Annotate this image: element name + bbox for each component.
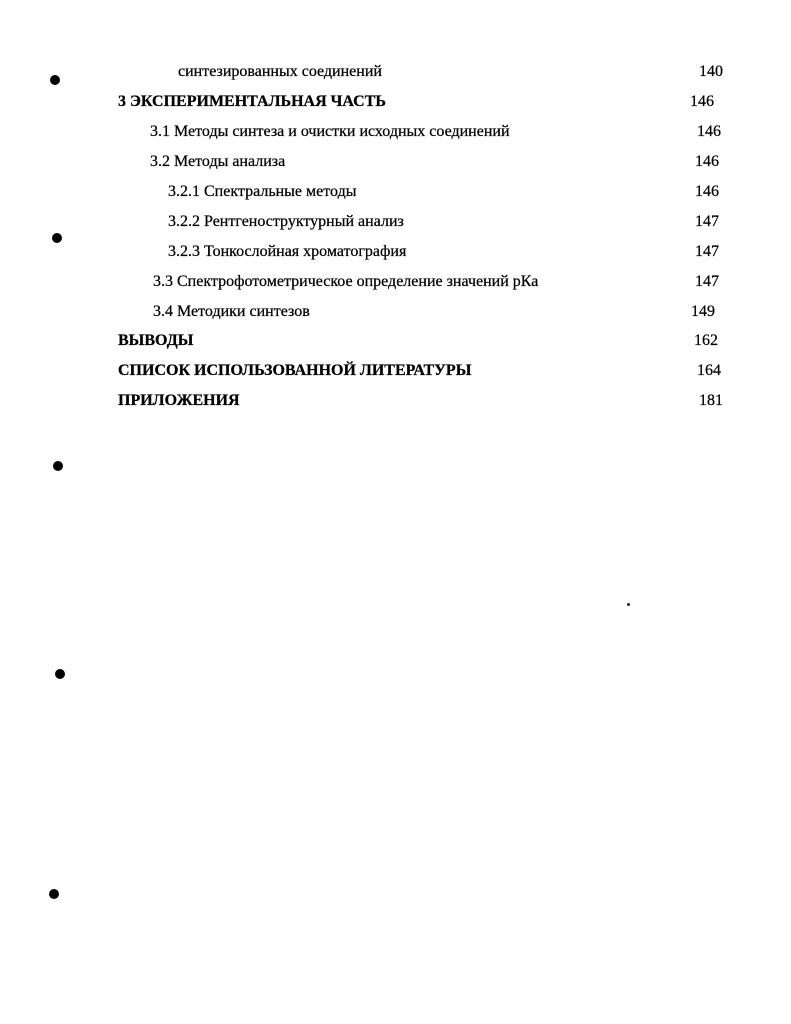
punch-hole-mark <box>50 75 60 85</box>
punch-hole-mark <box>52 233 62 243</box>
toc-entry-title: 3.1 Методы синтеза и очистки исходных соединений <box>150 123 510 140</box>
toc-entry-title: 3.2.3 Тонкослойная хроматография <box>168 243 407 260</box>
toc-entry-page: 146 <box>695 153 719 170</box>
toc-entry-page: 147 <box>695 213 719 230</box>
toc-entry-page: 146 <box>690 93 714 110</box>
toc-entry-page: 147 <box>695 273 719 290</box>
toc-entry-title: ВЫВОДЫ <box>118 332 194 349</box>
scan-speck <box>627 603 630 606</box>
toc-entry-title: 3.4 Методики синтезов <box>153 303 310 320</box>
toc-entry-title: СПИСОК ИСПОЛЬЗОВАННОЙ ЛИТЕРАТУРЫ <box>118 362 472 379</box>
toc-entry-page: 164 <box>697 362 721 379</box>
toc-entry-title: синтезированных соединений <box>178 63 382 80</box>
toc-entry-title: 3.2 Методы анализа <box>150 153 286 170</box>
toc-entry-page: 140 <box>699 63 723 80</box>
toc-entry-page: 149 <box>691 303 715 320</box>
punch-hole-mark <box>53 461 63 471</box>
toc-entry-title: 3.2.2 Рентгеноструктурный анализ <box>168 213 404 230</box>
toc-entry-title: 3.2.1 Спектральные методы <box>168 183 357 200</box>
punch-hole-mark <box>49 889 59 899</box>
toc-entry-title: 3.3 Спектрофотометрическое определение значений рКа <box>153 273 539 290</box>
punch-hole-mark <box>55 669 65 679</box>
toc-entry-page: 147 <box>695 243 719 260</box>
toc-entry-title: ПРИЛОЖЕНИЯ <box>118 392 240 409</box>
toc-entry-page: 146 <box>695 183 719 200</box>
toc-entry-page: 146 <box>697 123 721 140</box>
toc-entry-title: 3 ЭКСПЕРИМЕНТАЛЬНАЯ ЧАСТЬ <box>118 93 386 110</box>
toc-entry-page: 181 <box>699 392 723 409</box>
toc-entry-page: 162 <box>694 332 718 349</box>
